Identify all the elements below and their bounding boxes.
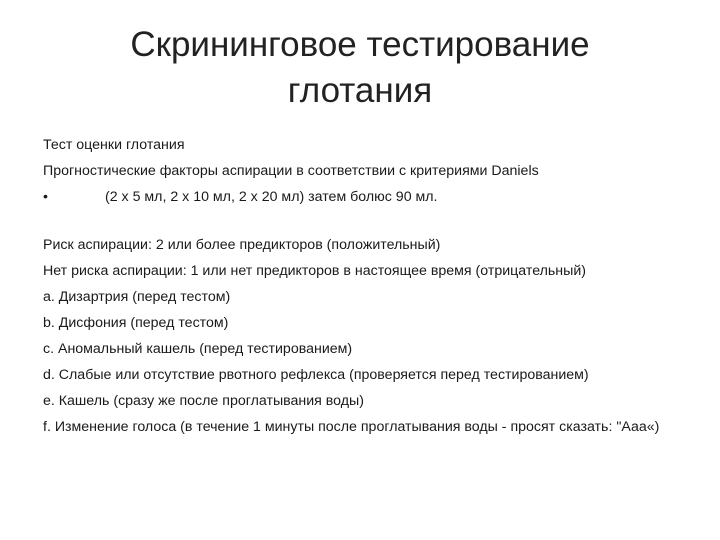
list-item-b: b. Дисфония (перед тестом) xyxy=(43,315,229,331)
bullet-item xyxy=(43,184,693,210)
spacer xyxy=(43,210,693,232)
slide-title-line-1: Скрининговое тестирование xyxy=(130,25,590,64)
risk-negative: Нет риска аспирации: 1 или нет предикторов в настоящее время (отрицательный) xyxy=(43,263,586,279)
list-item-d: d. Слабые или отсутствие рвотного рефлекса (проверяется перед тестированием) xyxy=(43,367,589,383)
list-item-f: f. Изменение голоса (в течение 1 минуты после проглатывания воды - просят сказать: "Ааа«) xyxy=(43,419,660,435)
slide-title-line-2: глотания xyxy=(287,71,433,110)
slide-title xyxy=(60,22,660,114)
bullet-mark: • xyxy=(43,189,48,205)
prognostic-factors: Прогностические факторы аспирации в соответствии с критериями Daniels xyxy=(43,163,539,179)
list-item-c: c. Аномальный кашель (перед тестированием) xyxy=(43,341,353,357)
bullet-text: (2 х 5 мл, 2 х 10 мл, 2 х 20 мл) затем болюс 90 мл. xyxy=(105,189,438,205)
test-name: Тест оценки глотания xyxy=(43,137,185,153)
list-item-a: a. Дизартрия (перед тестом) xyxy=(43,289,231,305)
risk-positive: Риск аспирации: 2 или более предикторов (положительный) xyxy=(43,237,441,253)
list-item-e: e. Кашель (сразу же после проглатывания воды) xyxy=(43,393,364,409)
slide-body xyxy=(43,132,693,438)
